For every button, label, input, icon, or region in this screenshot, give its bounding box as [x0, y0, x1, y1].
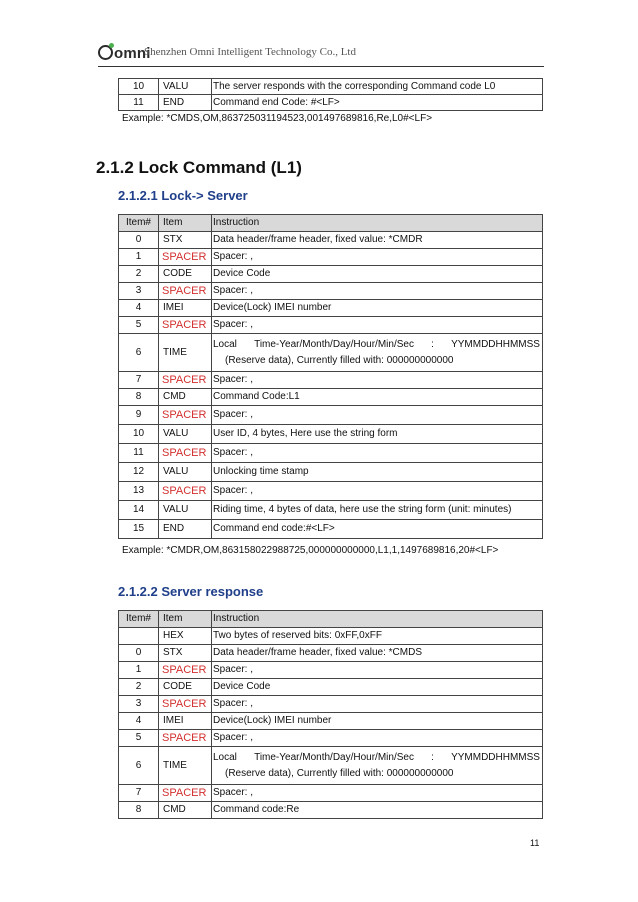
table-row: [119, 372, 543, 389]
item-number: 11: [119, 95, 159, 111]
server-response-table: [118, 610, 543, 819]
example-2: Example: *CMDR,OM,863158022988725,000000000000,L1,1,1497689816,20#<LF>: [122, 545, 499, 556]
time-instruction-part: :: [431, 751, 434, 763]
company-name: Shenzhen Omni Intelligent Technology Co., Ltd: [144, 46, 356, 58]
table-row: [119, 628, 543, 645]
header-item-number: Item#: [119, 215, 159, 232]
instruction: Spacer: ,: [212, 317, 543, 334]
item-number: 8: [119, 802, 159, 819]
instruction: Spacer: ,: [212, 482, 543, 501]
instruction: Device(Lock) IMEI number: [212, 300, 543, 317]
table-row: [119, 389, 543, 406]
item-name: VALU: [159, 425, 212, 444]
item-number: 7: [119, 785, 159, 802]
instruction: [212, 747, 543, 785]
spacer-label: SPACER: [159, 372, 212, 389]
spacer-label: SPACER: [159, 283, 212, 300]
item-name: TIME: [159, 334, 212, 372]
instruction: The server responds with the corresponding Command code L0: [212, 79, 543, 95]
table-row: [119, 679, 543, 696]
table-row: [119, 79, 543, 95]
instruction: User ID, 4 bytes, Here use the string form: [212, 425, 543, 444]
time-instruction-part: Time-Year/Month/Day/Hour/Min/Sec: [254, 751, 414, 763]
instruction: Spacer: ,: [212, 696, 543, 713]
instruction: Spacer: ,: [212, 406, 543, 425]
subsection-server-response: 2.1.2.2 Server response: [118, 584, 264, 599]
item-number: 10: [119, 79, 159, 95]
instruction: Spacer: ,: [212, 662, 543, 679]
item-number: 6: [119, 334, 159, 372]
table-row: [119, 645, 543, 662]
time-instruction-part: :: [431, 338, 434, 350]
time-instruction-part: Local: [213, 338, 237, 350]
instruction: Command Code:L1: [212, 389, 543, 406]
instruction: Spacer: ,: [212, 730, 543, 747]
item-number: 6: [119, 747, 159, 785]
item-number: 15: [119, 520, 159, 539]
omni-logo: [98, 45, 151, 62]
spacer-label: SPACER: [159, 406, 212, 425]
spacer-label: SPACER: [159, 662, 212, 679]
item-number: [119, 628, 159, 645]
instruction: Device Code: [212, 679, 543, 696]
item-name: IMEI: [159, 713, 212, 730]
spacer-label: SPACER: [159, 482, 212, 501]
instruction: Device(Lock) IMEI number: [212, 713, 543, 730]
instruction: Spacer: ,: [212, 283, 543, 300]
table-row: [119, 662, 543, 679]
instruction: Spacer: ,: [212, 785, 543, 802]
instruction: Data header/frame header, fixed value: *CMDR: [212, 232, 543, 249]
item-number: 4: [119, 713, 159, 730]
instruction: [212, 334, 543, 372]
logo-mark-icon: [98, 45, 113, 60]
table-row: [119, 501, 543, 520]
time-instruction-part: Time-Year/Month/Day/Hour/Min/Sec: [254, 338, 414, 350]
table-row: [119, 317, 543, 334]
item-name: END: [159, 95, 212, 111]
spacer-label: SPACER: [159, 444, 212, 463]
table-row: [119, 747, 543, 785]
item-number: 4: [119, 300, 159, 317]
table-row: [119, 334, 543, 372]
time-instruction-line-2: (Reserve data), Currently filled with: 000000000000: [225, 767, 454, 779]
instruction: Unlocking time stamp: [212, 463, 543, 482]
instruction: Device Code: [212, 266, 543, 283]
item-name: CMD: [159, 389, 212, 406]
item-number: 7: [119, 372, 159, 389]
lock-to-server-table: [118, 214, 543, 539]
item-name: END: [159, 520, 212, 539]
table-row: [119, 249, 543, 266]
item-number: 3: [119, 283, 159, 300]
table-row: [119, 444, 543, 463]
header-instruction: Instruction: [212, 215, 543, 232]
item-number: 0: [119, 645, 159, 662]
top-table: [118, 78, 543, 111]
spacer-label: SPACER: [159, 730, 212, 747]
time-instruction-part: YYMMDDHHMMSS: [451, 751, 540, 763]
table-row: [119, 283, 543, 300]
item-name: VALU: [159, 79, 212, 95]
table-row: [119, 785, 543, 802]
header-item: Item: [159, 215, 212, 232]
item-name: TIME: [159, 747, 212, 785]
item-number: 0: [119, 232, 159, 249]
item-number: 10: [119, 425, 159, 444]
spacer-label: SPACER: [159, 317, 212, 334]
table-row: [119, 95, 543, 111]
instruction: Riding time, 4 bytes of data, here use the string form (unit: minutes): [212, 501, 543, 520]
header-instruction: Instruction: [212, 611, 543, 628]
table-row: [119, 406, 543, 425]
table-row: [119, 730, 543, 747]
item-number: 14: [119, 501, 159, 520]
item-name: VALU: [159, 501, 212, 520]
instruction: Spacer: ,: [212, 249, 543, 266]
item-number: 11: [119, 444, 159, 463]
item-number: 8: [119, 389, 159, 406]
table-header-row: [119, 215, 543, 232]
page-number: 11: [530, 838, 540, 848]
item-name: STX: [159, 645, 212, 662]
item-number: 2: [119, 679, 159, 696]
item-number: 9: [119, 406, 159, 425]
logo-text: omni: [114, 45, 151, 62]
time-instruction-line-1: [213, 752, 540, 764]
header-item-number: Item#: [119, 611, 159, 628]
section-title: 2.1.2 Lock Command (L1): [96, 158, 302, 177]
item-name: HEX: [159, 628, 212, 645]
item-name: CODE: [159, 679, 212, 696]
table-row: [119, 300, 543, 317]
item-number: 2: [119, 266, 159, 283]
item-name: VALU: [159, 463, 212, 482]
item-name: IMEI: [159, 300, 212, 317]
table-row: [119, 802, 543, 819]
table-row: [119, 425, 543, 444]
item-number: 1: [119, 249, 159, 266]
item-number: 12: [119, 463, 159, 482]
item-number: 1: [119, 662, 159, 679]
item-number: 3: [119, 696, 159, 713]
instruction: Two bytes of reserved bits: 0xFF,0xFF: [212, 628, 543, 645]
item-name: STX: [159, 232, 212, 249]
instruction: Spacer: ,: [212, 372, 543, 389]
instruction: Command end code:#<LF>: [212, 520, 543, 539]
instruction: Data header/frame header, fixed value: *CMDS: [212, 645, 543, 662]
time-instruction-part: YYMMDDHHMMSS: [451, 338, 540, 350]
table-row: [119, 482, 543, 501]
item-number: 13: [119, 482, 159, 501]
instruction: Command code:Re: [212, 802, 543, 819]
table-row: [119, 266, 543, 283]
header-item: Item: [159, 611, 212, 628]
item-name: CODE: [159, 266, 212, 283]
instruction: Command end Code: #<LF>: [212, 95, 543, 111]
table-header-row: [119, 611, 543, 628]
spacer-label: SPACER: [159, 785, 212, 802]
time-instruction-part: Local: [213, 751, 237, 763]
table-row: [119, 520, 543, 539]
item-number: 5: [119, 730, 159, 747]
item-name: CMD: [159, 802, 212, 819]
instruction: Spacer: ,: [212, 444, 543, 463]
table-row: [119, 696, 543, 713]
spacer-label: SPACER: [159, 249, 212, 266]
spacer-label: SPACER: [159, 696, 212, 713]
table-row: [119, 713, 543, 730]
example-1: Example: *CMDS,OM,863725031194523,001497689816,Re,L0#<LF>: [122, 113, 433, 124]
item-number: 5: [119, 317, 159, 334]
subsection-lock-to-server: 2.1.2.1 Lock-> Server: [118, 188, 248, 203]
time-instruction-line-1: [213, 339, 540, 351]
table-row: [119, 463, 543, 482]
table-row: [119, 232, 543, 249]
page-header: [98, 42, 544, 67]
time-instruction-line-2: (Reserve data), Currently filled with: 000000000000: [225, 354, 454, 366]
